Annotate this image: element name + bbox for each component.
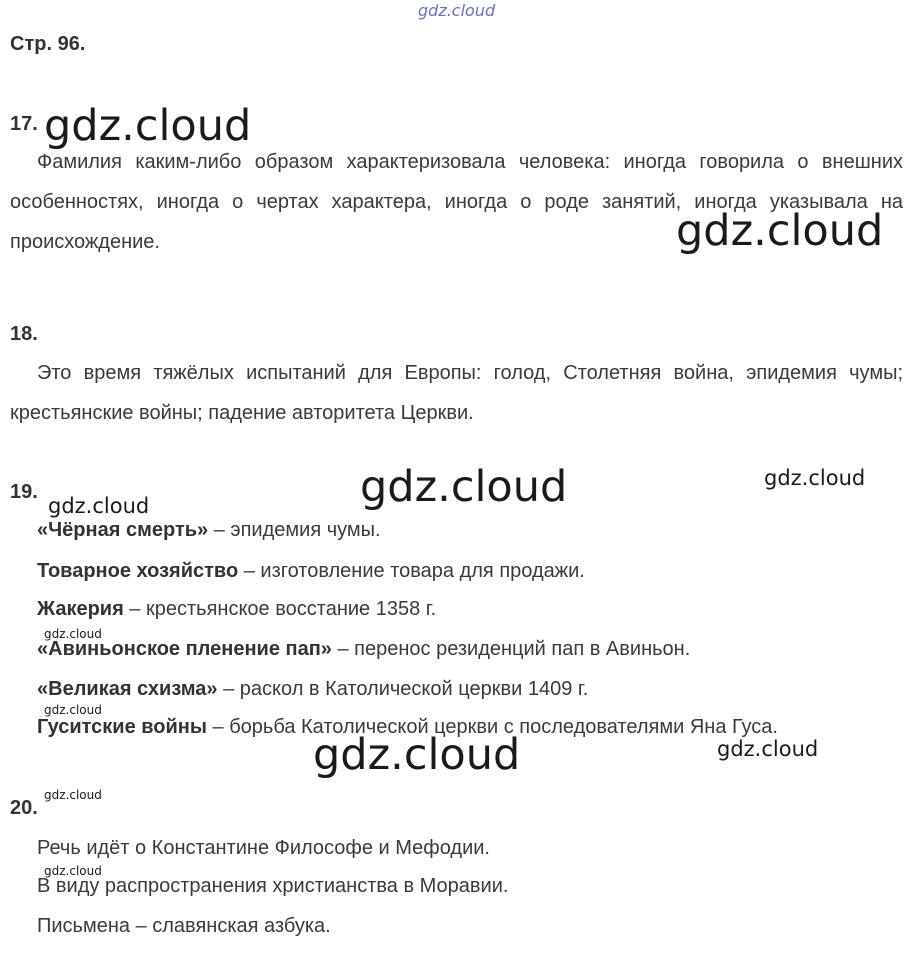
term-row (37, 638, 690, 661)
answer-line: Речь идёт о Константине Философе и Мефодии. (37, 837, 490, 859)
answer-line: Письмена – славянская азбука. (37, 915, 331, 937)
watermark: gdz.cloud (313, 730, 521, 780)
question-19-number: 19. (10, 481, 38, 503)
term-name: «Авиньонское пленение пап» (37, 638, 332, 660)
term-name: «Чёрная смерть» (37, 519, 209, 541)
term-row (37, 560, 585, 583)
watermark: gdz.cloud (48, 494, 150, 518)
question-17-answer: Фамилия каким-либо образом характеризовала человека: иногда говорила о внешних особенностях, иногда о чертах характера, иногда о роде занятий, иногда указывала на происхождение. (10, 151, 903, 253)
watermark: gdz.cloud (44, 627, 102, 641)
watermark: gdz.cloud (44, 788, 102, 802)
watermark: gdz.cloud (676, 206, 884, 256)
page-title: Стр. 96. (10, 33, 86, 55)
term-name: «Великая схизма» (37, 678, 218, 700)
watermark: gdz.cloud (44, 101, 252, 151)
watermark: gdz.cloud (44, 703, 102, 717)
term-name: Гуситские войны (37, 716, 207, 738)
header-watermark: gdz.cloud (418, 1, 496, 20)
term-definition: – раскол в Католической церкви 1409 г. (217, 678, 589, 700)
term-row (37, 519, 381, 542)
watermark: gdz.cloud (764, 466, 866, 490)
term-name: Товарное хозяйство (37, 560, 239, 582)
question-18-number: 18. (10, 323, 38, 345)
watermark: gdz.cloud (44, 864, 102, 878)
term-definition: – изготовление товара для продажи. (238, 560, 585, 582)
term-row (37, 598, 436, 621)
watermark: gdz.cloud (360, 462, 568, 512)
answer-line: В виду распространения христианства в Моравии. (37, 875, 509, 897)
term-definition: – перенос резиденций пап в Авиньон. (331, 638, 691, 660)
question-18-answer: Это время тяжёлых испытаний для Европы: голод, Столетняя война, эпидемия чумы; крестьянские войны; падение авторитета Церкви. (10, 362, 903, 424)
watermark: gdz.cloud (717, 737, 819, 761)
term-name: Жакерия (37, 598, 124, 620)
term-definition: – борьба Католической церкви с последователями Яна Гуса. (206, 716, 778, 738)
term-row (37, 678, 588, 701)
question-17-number: 17. (10, 113, 38, 135)
term-definition: – эпидемия чумы. (208, 519, 381, 541)
question-20-number: 20. (10, 797, 38, 819)
term-definition: – крестьянское восстание 1358 г. (123, 598, 437, 620)
